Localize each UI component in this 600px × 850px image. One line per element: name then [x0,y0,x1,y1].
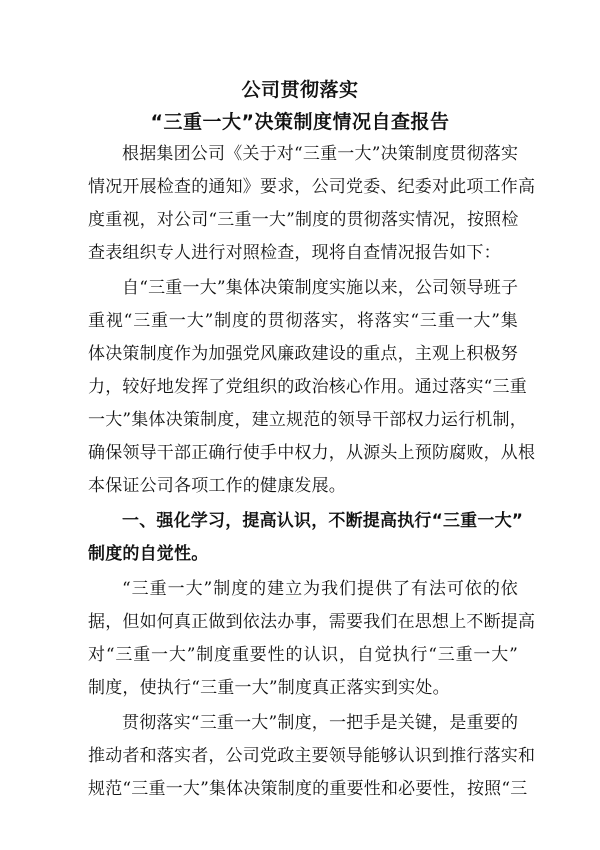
paragraph-2-line-3: 体决策制度作为加强党风廉政建设的重点，主观上积极努 [88,344,518,364]
paragraph-3-line-3: 对“三重一大”制度重要性的认识，自觉执行“三重一大” [88,645,518,665]
paragraph-4-line-2: 推动者和落实者，公司党政主要领导能够认识到推行落实和 [88,746,536,766]
paragraph-4-line-1: 贯彻落实“三重一大”制度，一把手是关键，是重要的 [122,713,519,733]
section-heading-1-line-1: 一、强化学习，提高认识，不断提高执行“三重一大” [122,511,524,531]
paragraph-3-line-4: 制度，使执行“三重一大”制度真正落实到实处。 [88,678,450,698]
document-title-line-1: 公司贯彻落实 [241,79,359,101]
paragraph-1-line-1: 根据集团公司《关于对“三重一大”决策制度贯彻落实 [122,144,519,164]
document-title-line-2: “三重一大”决策制度情况自查报告 [150,111,450,133]
paragraph-2-line-7: 本保证公司各项工作的健康发展。 [88,476,346,496]
paragraph-1-line-3: 度重视，对公司“三重一大”制度的贯彻落实情况，按照检 [88,210,519,230]
section-heading-1-line-2: 制度的自觉性。 [88,544,209,564]
paragraph-2-line-6: 确保领导干部正确行使手中权力，从源头上预防腐败，从根 [88,443,536,463]
paragraph-1-line-4: 查表组织专人进行对照检查，现将自查情况报告如下： [88,243,501,263]
paragraph-3-line-2: 据，但如何真正做到依法办事，需要我们在思想上不断提高 [88,612,536,632]
paragraph-4-line-3: 规范“三重一大”集体决策制度的重要性和必要性，按照“三 [88,779,528,799]
paragraph-2-line-4: 力，较好地发挥了党组织的政治核心作用。通过落实“三重 [88,377,527,397]
paragraph-2-line-2: 重视“三重一大”制度的贯彻落实，将落实“三重一大”集 [88,311,518,331]
paragraph-1-line-2: 情况开展检查的通知》要求，公司党委、纪委对此项工作高 [88,177,536,197]
paragraph-2-line-5: 一大”集体决策制度，建立规范的领导干部权力运行机制， [88,410,527,430]
paragraph-3-line-1: “三重一大”制度的建立为我们提供了有法可依的依 [122,579,518,599]
paragraph-2-line-1: 自“三重一大”集体决策制度实施以来，公司领导班子 [122,278,519,298]
